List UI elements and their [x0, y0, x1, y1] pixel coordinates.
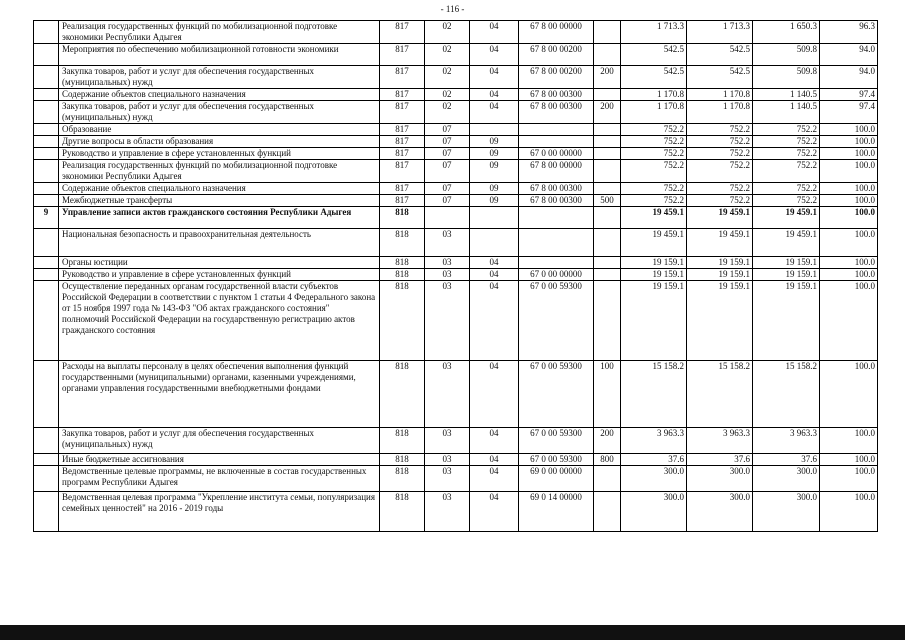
- item-name-cell: Реализация государственных функций по мобилизационной подготовке экономики Республики Адыгея: [59, 21, 380, 44]
- target-article-code-cell: 69 0 00 00000: [519, 466, 594, 492]
- table-row: [34, 89, 878, 101]
- expense-type-code-cell: [594, 124, 621, 136]
- executed-amount-cell: 300.0: [753, 466, 820, 492]
- subsection-code-cell: 04: [470, 492, 519, 532]
- target-article-code-cell: 67 8 00 00000: [519, 160, 594, 183]
- approved-amount-cell: 19 459.1: [621, 229, 687, 257]
- subsection-code-cell: [470, 207, 519, 229]
- subsection-code-cell: 04: [470, 21, 519, 44]
- expense-type-code-cell: [594, 229, 621, 257]
- expense-type-code-cell: [594, 136, 621, 148]
- refined-amount-cell: 752.2: [687, 160, 753, 183]
- item-name-cell: Органы юстиции: [59, 257, 380, 269]
- expense-type-code-cell: [594, 492, 621, 532]
- subsection-code-cell: 09: [470, 148, 519, 160]
- refined-amount-cell: 1 170.8: [687, 101, 753, 124]
- refined-amount-cell: 300.0: [687, 466, 753, 492]
- expense-type-code-cell: [594, 44, 621, 66]
- execution-percent-cell: 94.0: [820, 44, 878, 66]
- ministry-code-cell: 818: [380, 428, 425, 454]
- target-article-code-cell: 67 8 00 00300: [519, 195, 594, 207]
- subsection-code-cell: [470, 229, 519, 257]
- item-name-cell: Иные бюджетные ассигнования: [59, 454, 380, 466]
- ministry-code-cell: 818: [380, 281, 425, 361]
- expense-type-code-cell: 800: [594, 454, 621, 466]
- row-number-cell: [34, 257, 59, 269]
- subsection-code-cell: 04: [470, 66, 519, 89]
- execution-percent-cell: 100.0: [820, 269, 878, 281]
- subsection-code-cell: 09: [470, 195, 519, 207]
- expense-type-code-cell: [594, 148, 621, 160]
- subsection-code-cell: 09: [470, 160, 519, 183]
- item-name-cell: Закупка товаров, работ и услуг для обеспечения государственных (муниципальных) нужд: [59, 428, 380, 454]
- execution-percent-cell: 97.4: [820, 101, 878, 124]
- expense-type-code-cell: [594, 466, 621, 492]
- expense-type-code-cell: [594, 89, 621, 101]
- item-name-cell: Расходы на выплаты персоналу в целях обеспечения выполнения функций государственными (муниципальными) органами, казенными учреждениями, органами управления государственными внебюджетными фондами: [59, 361, 380, 428]
- target-article-code-cell: 67 8 00 00300: [519, 101, 594, 124]
- refined-amount-cell: 300.0: [687, 492, 753, 532]
- row-number-cell: [34, 361, 59, 428]
- table-row: [34, 361, 878, 428]
- execution-percent-cell: 100.0: [820, 454, 878, 466]
- target-article-code-cell: 67 8 00 00000: [519, 21, 594, 44]
- execution-percent-cell: 100.0: [820, 207, 878, 229]
- approved-amount-cell: 752.2: [621, 124, 687, 136]
- table-row: [34, 269, 878, 281]
- target-article-code-cell: [519, 207, 594, 229]
- budget-table: [33, 20, 878, 532]
- executed-amount-cell: 19 459.1: [753, 207, 820, 229]
- row-number-cell: [34, 281, 59, 361]
- ministry-code-cell: 817: [380, 148, 425, 160]
- expense-type-code-cell: [594, 281, 621, 361]
- subsection-code-cell: 04: [470, 428, 519, 454]
- row-number-cell: [34, 66, 59, 89]
- expense-type-code-cell: 500: [594, 195, 621, 207]
- approved-amount-cell: 1 170.8: [621, 89, 687, 101]
- target-article-code-cell: 67 0 00 59300: [519, 428, 594, 454]
- approved-amount-cell: 37.6: [621, 454, 687, 466]
- target-article-code-cell: [519, 229, 594, 257]
- ministry-code-cell: 818: [380, 492, 425, 532]
- expense-type-code-cell: [594, 257, 621, 269]
- target-article-code-cell: 67 8 00 00200: [519, 44, 594, 66]
- item-name-cell: Национальная безопасность и правоохранительная деятельность: [59, 229, 380, 257]
- refined-amount-cell: 752.2: [687, 183, 753, 195]
- section-code-cell: [425, 207, 470, 229]
- row-number-cell: [34, 183, 59, 195]
- execution-percent-cell: 96.3: [820, 21, 878, 44]
- approved-amount-cell: 3 963.3: [621, 428, 687, 454]
- target-article-code-cell: [519, 136, 594, 148]
- target-article-code-cell: [519, 124, 594, 136]
- execution-percent-cell: 100.0: [820, 183, 878, 195]
- refined-amount-cell: 542.5: [687, 66, 753, 89]
- table-row: [34, 44, 878, 66]
- table-row: [34, 183, 878, 195]
- approved-amount-cell: 19 159.1: [621, 257, 687, 269]
- execution-percent-cell: 100.0: [820, 160, 878, 183]
- ministry-code-cell: 817: [380, 89, 425, 101]
- row-number-cell: [34, 428, 59, 454]
- execution-percent-cell: 100.0: [820, 492, 878, 532]
- subsection-code-cell: 04: [470, 466, 519, 492]
- refined-amount-cell: 19 159.1: [687, 281, 753, 361]
- row-number-cell: 9: [34, 207, 59, 229]
- approved-amount-cell: 1 713.3: [621, 21, 687, 44]
- refined-amount-cell: 542.5: [687, 44, 753, 66]
- item-name-cell: Содержание объектов специального назначения: [59, 183, 380, 195]
- item-name-cell: Реализация государственных функций по мобилизационной подготовке экономики Республики Адыгея: [59, 160, 380, 183]
- subsection-code-cell: 09: [470, 183, 519, 195]
- executed-amount-cell: 300.0: [753, 492, 820, 532]
- approved-amount-cell: 542.5: [621, 66, 687, 89]
- executed-amount-cell: 19 459.1: [753, 229, 820, 257]
- execution-percent-cell: 100.0: [820, 428, 878, 454]
- section-code-cell: 07: [425, 195, 470, 207]
- item-name-cell: Межбюджетные трансферты: [59, 195, 380, 207]
- executed-amount-cell: 19 159.1: [753, 269, 820, 281]
- item-name-cell: Содержание объектов специального назначения: [59, 89, 380, 101]
- section-code-cell: 02: [425, 21, 470, 44]
- target-article-code-cell: 67 8 00 00300: [519, 183, 594, 195]
- ministry-code-cell: 818: [380, 207, 425, 229]
- execution-percent-cell: 100.0: [820, 466, 878, 492]
- table-row: [34, 136, 878, 148]
- execution-percent-cell: 100.0: [820, 124, 878, 136]
- approved-amount-cell: 752.2: [621, 136, 687, 148]
- row-number-cell: [34, 101, 59, 124]
- page-number: - 116 -: [440, 4, 465, 14]
- executed-amount-cell: 509.8: [753, 44, 820, 66]
- row-number-cell: [34, 89, 59, 101]
- section-code-cell: 03: [425, 466, 470, 492]
- item-name-cell: Другие вопросы в области образования: [59, 136, 380, 148]
- item-name-cell: Руководство и управление в сфере установленных функций: [59, 148, 380, 160]
- table-row: [34, 101, 878, 124]
- table-row: [34, 21, 878, 44]
- refined-amount-cell: 752.2: [687, 136, 753, 148]
- refined-amount-cell: 752.2: [687, 195, 753, 207]
- item-name-cell: Мероприятия по обеспечению мобилизационной готовности экономики: [59, 44, 380, 66]
- subsection-code-cell: 04: [470, 454, 519, 466]
- ministry-code-cell: 818: [380, 229, 425, 257]
- table-row: [34, 428, 878, 454]
- ministry-code-cell: 817: [380, 160, 425, 183]
- approved-amount-cell: 19 159.1: [621, 281, 687, 361]
- executed-amount-cell: 19 159.1: [753, 281, 820, 361]
- ministry-code-cell: 817: [380, 21, 425, 44]
- subsection-code-cell: 04: [470, 89, 519, 101]
- section-code-cell: 02: [425, 44, 470, 66]
- section-code-cell: 02: [425, 89, 470, 101]
- refined-amount-cell: 19 459.1: [687, 207, 753, 229]
- executed-amount-cell: 752.2: [753, 148, 820, 160]
- approved-amount-cell: 752.2: [621, 195, 687, 207]
- subsection-code-cell: 04: [470, 361, 519, 428]
- target-article-code-cell: 67 8 00 00300: [519, 89, 594, 101]
- ministry-code-cell: 817: [380, 66, 425, 89]
- approved-amount-cell: 752.2: [621, 160, 687, 183]
- executed-amount-cell: 752.2: [753, 160, 820, 183]
- executed-amount-cell: 1 140.5: [753, 89, 820, 101]
- target-article-code-cell: 67 0 00 59300: [519, 454, 594, 466]
- item-name-cell: Ведомственные целевые программы, не включенные в состав государственных программ Республики Адыгея: [59, 466, 380, 492]
- table-row: [34, 148, 878, 160]
- ministry-code-cell: 817: [380, 136, 425, 148]
- section-code-cell: 03: [425, 229, 470, 257]
- table-row: [34, 195, 878, 207]
- table-row: [34, 492, 878, 532]
- item-name-cell: Руководство и управление в сфере установленных функций: [59, 269, 380, 281]
- executed-amount-cell: 15 158.2: [753, 361, 820, 428]
- item-name-cell: Образование: [59, 124, 380, 136]
- ministry-code-cell: 817: [380, 44, 425, 66]
- executed-amount-cell: 752.2: [753, 124, 820, 136]
- refined-amount-cell: 3 963.3: [687, 428, 753, 454]
- refined-amount-cell: 15 158.2: [687, 361, 753, 428]
- ministry-code-cell: 818: [380, 466, 425, 492]
- approved-amount-cell: 300.0: [621, 492, 687, 532]
- section-code-cell: 03: [425, 361, 470, 428]
- refined-amount-cell: 752.2: [687, 124, 753, 136]
- row-number-cell: [34, 492, 59, 532]
- approved-amount-cell: 19 159.1: [621, 269, 687, 281]
- subsection-code-cell: 04: [470, 269, 519, 281]
- row-number-cell: [34, 148, 59, 160]
- subsection-code-cell: 04: [470, 101, 519, 124]
- execution-percent-cell: 97.4: [820, 89, 878, 101]
- subsection-code-cell: [470, 124, 519, 136]
- table-row: [34, 124, 878, 136]
- table-row: [34, 257, 878, 269]
- item-name-cell: Осуществление переданных органам государственной власти субъектов Российской Федерации в соответствии с пунктом 1 статьи 4 Федерального закона от 15 ноября 1997 года № 143-ФЗ "Об актах гражданского состояния" полномочий Российской Федерации на государственную регистрацию актов гражданского состояния: [59, 281, 380, 361]
- refined-amount-cell: 752.2: [687, 148, 753, 160]
- row-number-cell: [34, 229, 59, 257]
- section-code-cell: 03: [425, 492, 470, 532]
- target-article-code-cell: 67 0 00 00000: [519, 269, 594, 281]
- section-code-cell: 03: [425, 428, 470, 454]
- expense-type-code-cell: 200: [594, 428, 621, 454]
- table-row: [34, 281, 878, 361]
- executed-amount-cell: 509.8: [753, 66, 820, 89]
- approved-amount-cell: 752.2: [621, 148, 687, 160]
- executed-amount-cell: 752.2: [753, 136, 820, 148]
- item-name-cell: Ведомственная целевая программа "Укрепление института семьи, популяризация семейных ценностей" на 2016 - 2019 годы: [59, 492, 380, 532]
- row-number-cell: [34, 160, 59, 183]
- executed-amount-cell: 1 140.5: [753, 101, 820, 124]
- approved-amount-cell: 542.5: [621, 44, 687, 66]
- table-row: [34, 207, 878, 229]
- approved-amount-cell: 752.2: [621, 183, 687, 195]
- row-number-cell: [34, 195, 59, 207]
- expense-type-code-cell: [594, 207, 621, 229]
- executed-amount-cell: 752.2: [753, 195, 820, 207]
- subsection-code-cell: 09: [470, 136, 519, 148]
- expense-type-code-cell: [594, 21, 621, 44]
- target-article-code-cell: [519, 257, 594, 269]
- row-number-cell: [34, 466, 59, 492]
- target-article-code-cell: 67 0 00 59300: [519, 281, 594, 361]
- expense-type-code-cell: [594, 160, 621, 183]
- ministry-code-cell: 818: [380, 269, 425, 281]
- ministry-code-cell: 817: [380, 183, 425, 195]
- executed-amount-cell: 3 963.3: [753, 428, 820, 454]
- ministry-code-cell: 817: [380, 101, 425, 124]
- subsection-code-cell: 04: [470, 44, 519, 66]
- section-code-cell: 07: [425, 136, 470, 148]
- execution-percent-cell: 100.0: [820, 281, 878, 361]
- expense-type-code-cell: [594, 269, 621, 281]
- target-article-code-cell: 67 8 00 00200: [519, 66, 594, 89]
- section-code-cell: 03: [425, 269, 470, 281]
- ministry-code-cell: 817: [380, 195, 425, 207]
- execution-percent-cell: 100.0: [820, 361, 878, 428]
- item-name-cell: Управление записи актов гражданского состояния Республики Адыгея: [59, 207, 380, 229]
- item-name-cell: Закупка товаров, работ и услуг для обеспечения государственных (муниципальных) нужд: [59, 101, 380, 124]
- row-number-cell: [34, 44, 59, 66]
- refined-amount-cell: 19 459.1: [687, 229, 753, 257]
- section-code-cell: 03: [425, 281, 470, 361]
- expense-type-code-cell: 200: [594, 101, 621, 124]
- table-row: [34, 466, 878, 492]
- row-number-cell: [34, 269, 59, 281]
- scan-border: [0, 625, 905, 640]
- section-code-cell: 07: [425, 160, 470, 183]
- executed-amount-cell: 1 650.3: [753, 21, 820, 44]
- expense-type-code-cell: 200: [594, 66, 621, 89]
- ministry-code-cell: 818: [380, 454, 425, 466]
- section-code-cell: 02: [425, 101, 470, 124]
- execution-percent-cell: 100.0: [820, 148, 878, 160]
- execution-percent-cell: 100.0: [820, 195, 878, 207]
- ministry-code-cell: 818: [380, 257, 425, 269]
- ministry-code-cell: 817: [380, 124, 425, 136]
- target-article-code-cell: 67 0 00 59300: [519, 361, 594, 428]
- refined-amount-cell: 1 713.3: [687, 21, 753, 44]
- execution-percent-cell: 100.0: [820, 229, 878, 257]
- section-code-cell: 07: [425, 183, 470, 195]
- execution-percent-cell: 100.0: [820, 257, 878, 269]
- approved-amount-cell: 1 170.8: [621, 101, 687, 124]
- subsection-code-cell: 04: [470, 257, 519, 269]
- approved-amount-cell: 300.0: [621, 466, 687, 492]
- row-number-cell: [34, 21, 59, 44]
- refined-amount-cell: 19 159.1: [687, 269, 753, 281]
- table-row: [34, 66, 878, 89]
- executed-amount-cell: 37.6: [753, 454, 820, 466]
- execution-percent-cell: 100.0: [820, 136, 878, 148]
- execution-percent-cell: 94.0: [820, 66, 878, 89]
- table-row: [34, 454, 878, 466]
- approved-amount-cell: 15 158.2: [621, 361, 687, 428]
- section-code-cell: 03: [425, 257, 470, 269]
- section-code-cell: 07: [425, 148, 470, 160]
- target-article-code-cell: 67 0 00 00000: [519, 148, 594, 160]
- target-article-code-cell: 69 0 14 00000: [519, 492, 594, 532]
- section-code-cell: 03: [425, 454, 470, 466]
- refined-amount-cell: 37.6: [687, 454, 753, 466]
- row-number-cell: [34, 136, 59, 148]
- row-number-cell: [34, 124, 59, 136]
- table-row: [34, 229, 878, 257]
- ministry-code-cell: 818: [380, 361, 425, 428]
- row-number-cell: [34, 454, 59, 466]
- item-name-cell: Закупка товаров, работ и услуг для обеспечения государственных (муниципальных) нужд: [59, 66, 380, 89]
- refined-amount-cell: 19 159.1: [687, 257, 753, 269]
- approved-amount-cell: 19 459.1: [621, 207, 687, 229]
- refined-amount-cell: 1 170.8: [687, 89, 753, 101]
- table-row: [34, 160, 878, 183]
- expense-type-code-cell: [594, 183, 621, 195]
- subsection-code-cell: 04: [470, 281, 519, 361]
- section-code-cell: 07: [425, 124, 470, 136]
- executed-amount-cell: 19 159.1: [753, 257, 820, 269]
- executed-amount-cell: 752.2: [753, 183, 820, 195]
- section-code-cell: 02: [425, 66, 470, 89]
- expense-type-code-cell: 100: [594, 361, 621, 428]
